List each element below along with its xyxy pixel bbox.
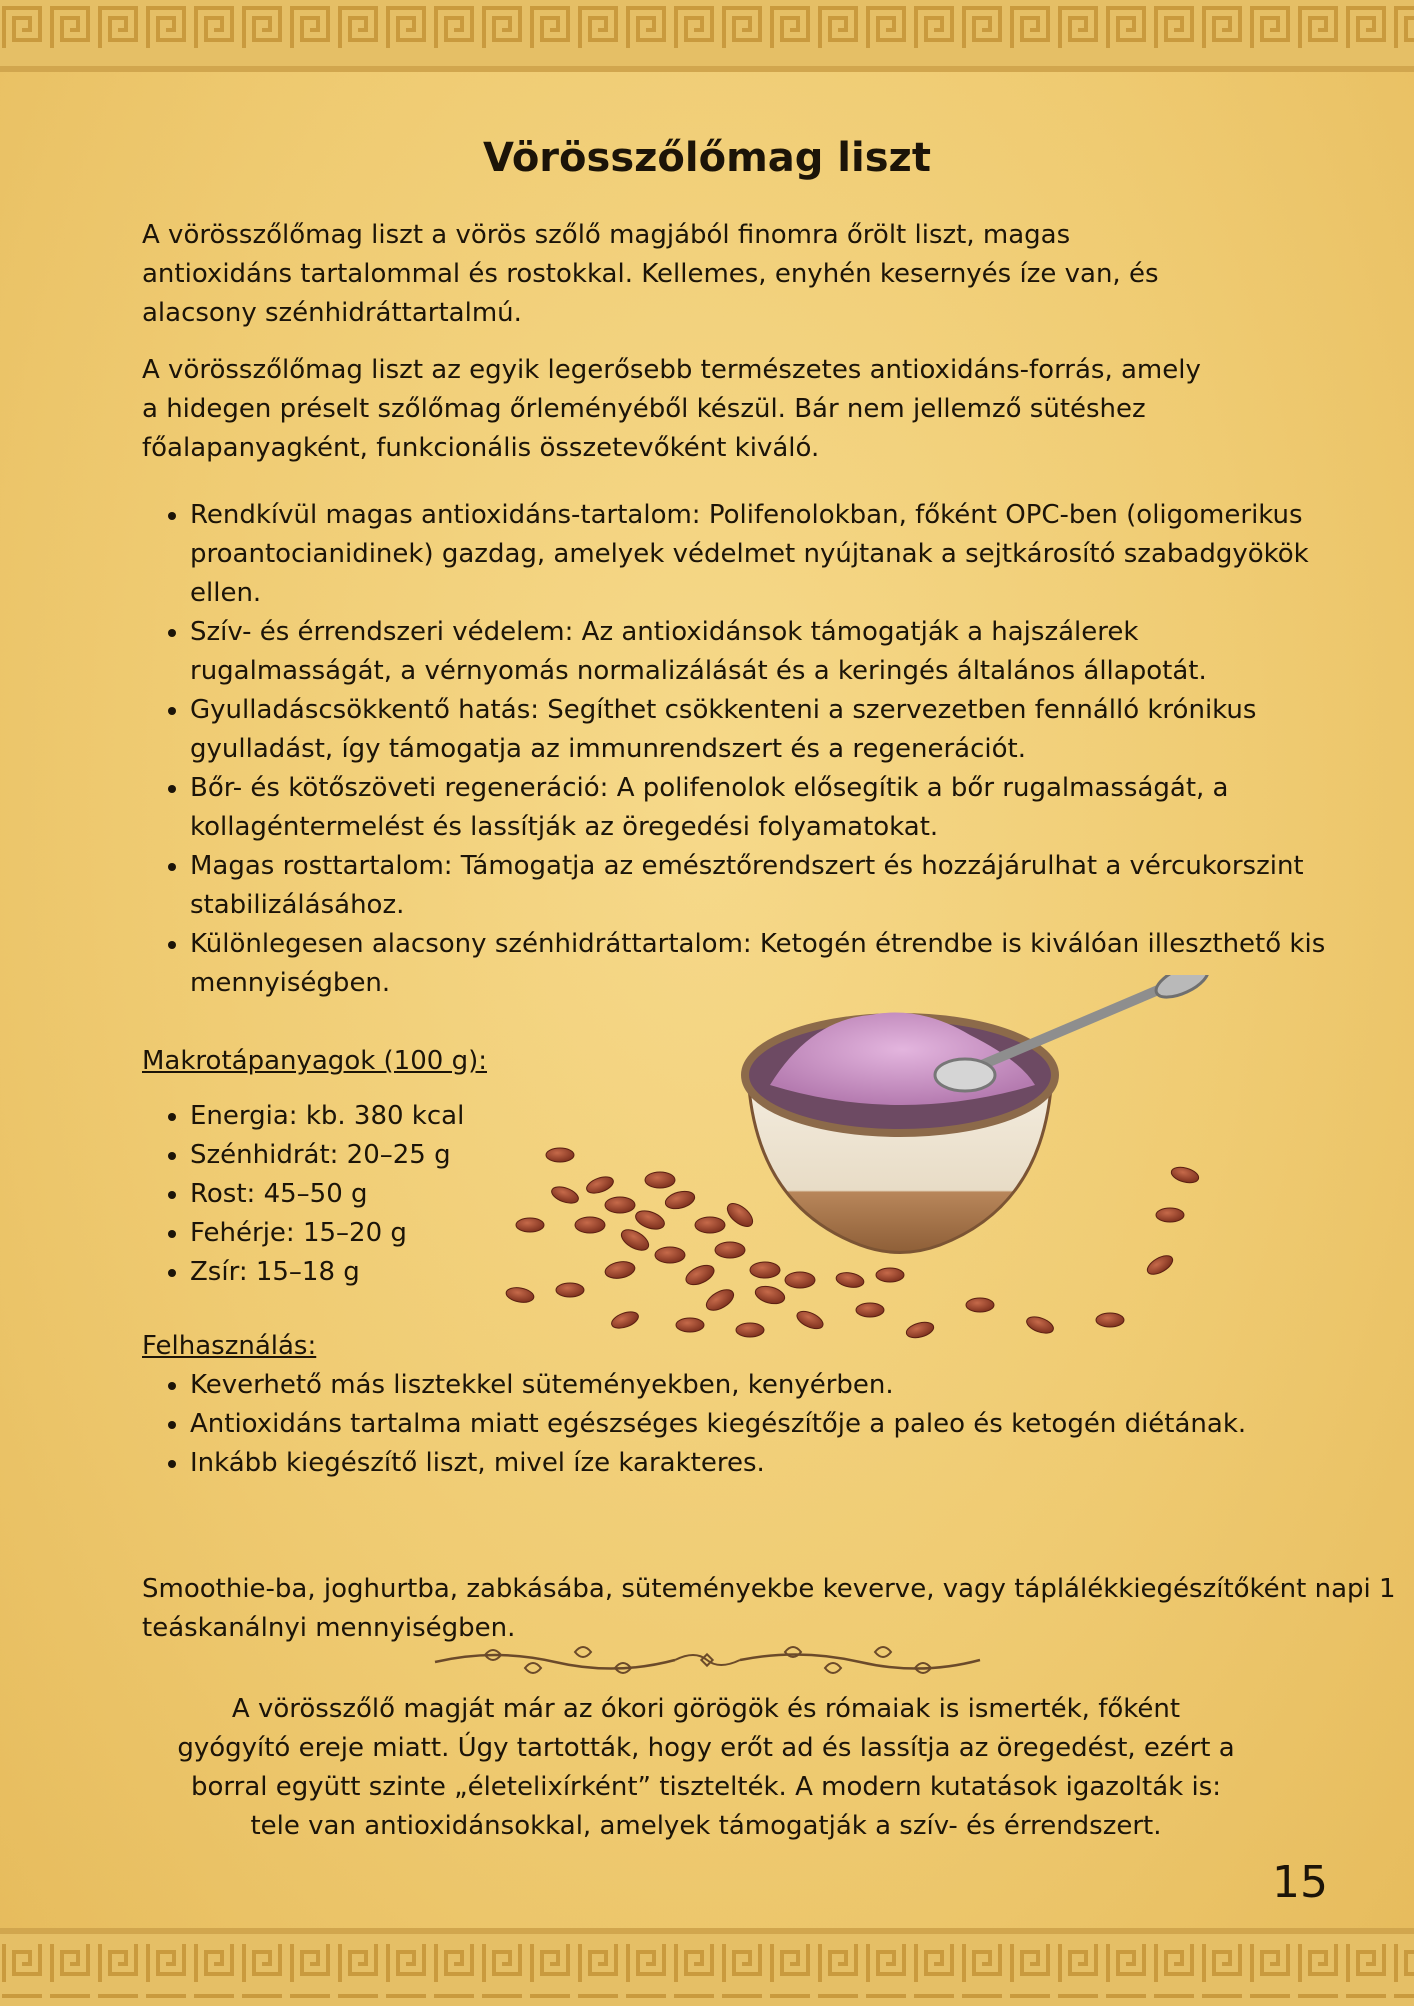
bottom-border <box>0 1928 1414 2006</box>
list-item: • Rendkívül magas antioxidáns-tartalom: Polifenolokban, főként OPC-ben (oligomerikus proantocianidinek) gazdag, amelyek védelmet nyújtanak a sejtkárosító szabadgyökök ellen. <box>190 496 1330 613</box>
list-item: • Különlegesen alacsony szénhidráttartalom: Ketogén étrendbe is kiválóan illeszthető kis mennyiségben. <box>190 925 1330 1003</box>
history-paragraph <box>120 1690 1292 1846</box>
greek-key-pattern-bottom <box>0 1934 1414 2006</box>
list-item: • Antioxidáns tartalma miatt egészséges kiegészítője a paleo és ketogén diétának. <box>190 1405 1302 1444</box>
list-item: • Bőr- és kötőszöveti regeneráció: A polifenolok elősegítik a bőr rugalmasságát, a kollagéntermelést és lassítják az öregedési folyamatokat. <box>190 769 1330 847</box>
serving-note-text: Smoothie-ba, joghurtba, zabkásába, süteményekbe keverve, vagy táplálékkiegészítőként napi 1 teáskanálnyi mennyiségben. <box>142 1574 1396 1643</box>
intro-paragraph-2: A vörösszőlőmag liszt az egyik legerősebb természetes antioxidáns-forrás, amely a hidegen préselt szőlőmag őrleményéből készül. Bár nem jellemző sütéshez főalapanyagként, funkcionális összetevőként kiváló. <box>142 355 1201 463</box>
usage-heading: Felhasználás: <box>142 1331 317 1361</box>
usage-list <box>142 1366 1302 1483</box>
intro-paragraph-1: A vörösszőlőmag liszt a vörös szőlő magjából finomra őrölt liszt, magas antioxidáns tartalommal és rostokkal. Kellemes, enyhén kesernyés íze van, és alacsony szénhidráttartalmú. <box>142 220 1159 328</box>
page-title: Vörösszőlőmag liszt <box>483 135 931 181</box>
history-line: A vörösszőlő magját már az ókori görögök és rómaiak is ismerték, főként <box>231 1694 1181 1724</box>
top-border <box>0 0 1414 72</box>
usage-section <box>142 1327 1302 1483</box>
serving-note <box>142 1570 1402 1648</box>
history-line: borral együtt szinte „életelixírként” tisztelték. A modern kutatások igazolták is: <box>190 1772 1222 1802</box>
page-number: 15 <box>1272 1857 1328 1908</box>
history-line: tele van antioxidánsokkal, amelyek támogatják a szív- és érrendszert. <box>250 1811 1162 1841</box>
list-item: • Keverhető más lisztekkel süteményekben, kenyérben. <box>190 1366 1302 1405</box>
history-line: gyógyító ereje miatt. Úgy tartották, hogy erőt ad és lassítja az öregedést, ezért a <box>177 1733 1235 1763</box>
list-item: • Szív- és érrendszeri védelem: Az antioxidánsok támogatják a hajszálerek rugalmasságát, a vérnyomás normalizálását és a keringés általános állapotát. <box>190 613 1330 691</box>
macros-heading: Makrotápanyagok (100 g): <box>142 1046 487 1076</box>
bowl-of-grape-seed-flour-illustration <box>470 975 1260 1375</box>
list-item: • Szénhidrát: 20–25 g <box>190 1136 562 1175</box>
greek-key-pattern-top <box>0 0 1414 66</box>
list-item: • Inkább kiegészítő liszt, mivel íze karakteres. <box>190 1444 1302 1483</box>
list-item: • Fehérje: 15–20 g <box>190 1214 562 1253</box>
vine-divider-icon <box>425 1640 990 1680</box>
list-item: • Energia: kb. 380 kcal <box>190 1097 562 1136</box>
list-item: • Zsír: 15–18 g <box>190 1253 562 1292</box>
list-item: • Rost: 45–50 g <box>190 1175 562 1214</box>
list-item: • Magas rosttartalom: Támogatja az emésztőrendszert és hozzájárulhat a vércukorszint stabilizálásához. <box>190 847 1330 925</box>
list-item: • Gyulladáscsökkentő hatás: Segíthet csökkenteni a szervezetben fennálló krónikus gyulladást, így támogatja az immunrendszert és a regenerációt. <box>190 691 1330 769</box>
benefits-list <box>142 496 1330 1003</box>
intro-text <box>142 216 1392 1003</box>
